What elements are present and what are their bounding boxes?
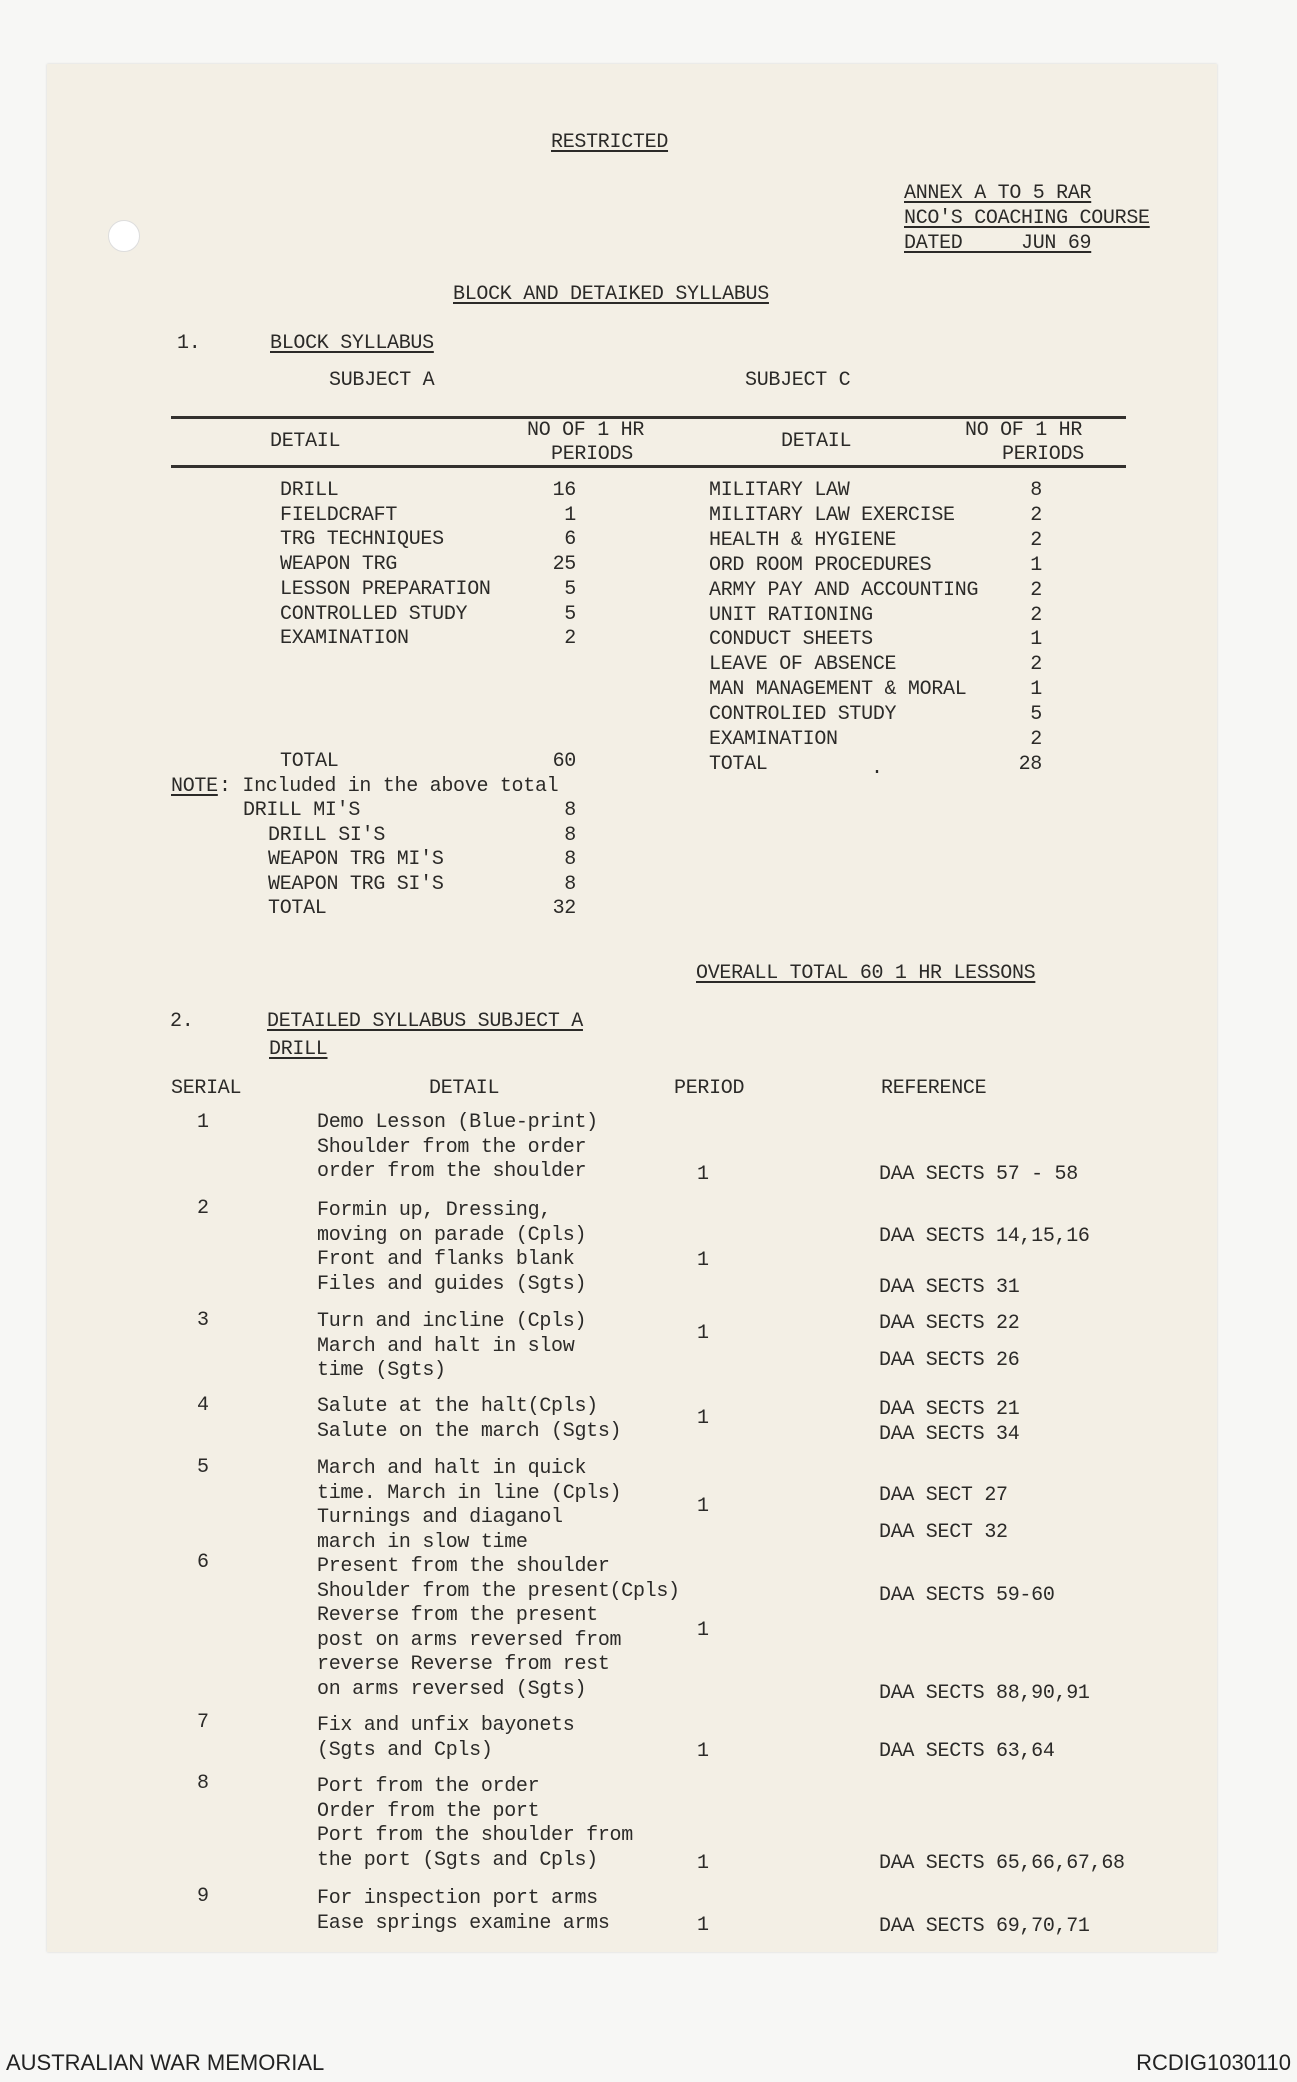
reference-value: DAA SECTS 57 - 58 xyxy=(879,1163,1078,1186)
detail-line: March and halt in slow xyxy=(317,1334,575,1358)
subject-c-detail: MILITARY LAW xyxy=(709,479,850,502)
section-number: 1. xyxy=(177,332,201,355)
detail-line: Ease springs examine arms xyxy=(317,1911,610,1935)
stray-mark: . xyxy=(871,757,883,780)
serial-number: 3 xyxy=(197,1309,209,1332)
annex-line: ANNEX A TO 5 RAR xyxy=(904,182,1092,205)
detail-line: Port from the order xyxy=(317,1775,540,1798)
col-header-reference: REFERENCE xyxy=(881,1077,987,1100)
reference-value: DAA SECTS 21 xyxy=(879,1398,1020,1421)
period-value: 1 xyxy=(697,1407,709,1430)
period-value: 1 xyxy=(697,1740,709,1763)
subject-c-periods: 5 xyxy=(1030,703,1042,727)
reference-value: DAA SECTS 88,90,91 xyxy=(879,1682,1090,1705)
subject-c-periods: 28 xyxy=(1018,752,1042,776)
period-value: 1 xyxy=(697,1163,709,1186)
detail-line: Files and guides (Sgts) xyxy=(317,1272,587,1296)
detail-line: For inspection port arms xyxy=(317,1887,598,1910)
note-periods: 8 xyxy=(564,799,576,822)
detail-line: Present from the shoulder xyxy=(317,1555,610,1578)
subject-a-periods: 5 xyxy=(564,577,576,601)
subject-a-detail: TRG TECHNIQUES xyxy=(280,528,444,552)
detail-line: Fix and unfix bayonets xyxy=(317,1714,575,1737)
subject-c-periods: 2 xyxy=(1030,503,1042,527)
col-header-periods: PERIODS xyxy=(551,443,633,466)
detail-line: Salute on the march (Sgts) xyxy=(317,1419,622,1443)
footer-id: RCDIG1030110 xyxy=(1136,2050,1291,2075)
reference-value: DAA SECT 32 xyxy=(879,1521,1008,1544)
note-detail: WEAPON TRG MI'S xyxy=(268,848,444,871)
note-label: NOTE xyxy=(171,775,218,798)
subject-c-detail: HEALTH & HYGIENE xyxy=(709,528,897,552)
subject-a-periods: 1 xyxy=(564,503,576,527)
reference-value: DAA SECTS 63,64 xyxy=(879,1740,1055,1763)
note-text: : Included in the above total xyxy=(219,775,559,798)
col-header-periods: NO OF 1 HR xyxy=(965,419,1083,442)
subject-c-periods: 2 xyxy=(1030,728,1042,751)
subject-a-detail: LESSON PREPARATION xyxy=(280,577,491,601)
table-rule-bottom xyxy=(171,465,1126,468)
serial-number: 5 xyxy=(197,1456,209,1479)
detail-line: Shoulder from the order xyxy=(317,1135,587,1159)
subject-a-periods: 2 xyxy=(564,627,576,651)
section-number: 2. xyxy=(170,1010,194,1033)
detail-line: post on arms reversed from xyxy=(317,1628,622,1652)
subject-c-periods: 1 xyxy=(1030,678,1042,702)
detail-line: Turnings and diaganol xyxy=(317,1506,563,1529)
period-value: 1 xyxy=(697,1852,709,1875)
col-header-detail: DETAIL xyxy=(270,430,341,453)
detail-line: order from the shoulder xyxy=(317,1160,587,1183)
subject-c-detail: EXAMINATION xyxy=(709,728,838,751)
serial-number: 9 xyxy=(197,1885,209,1908)
subject-c-detail: UNIT RATIONING xyxy=(709,603,873,627)
detail-line: Salute at the halt(Cpls) xyxy=(317,1395,598,1418)
subject-c-detail: ORD ROOM PROCEDURES xyxy=(709,553,932,577)
detail-line: time. March in line (Cpls) xyxy=(317,1481,622,1505)
detail-line: Reverse from the present xyxy=(317,1604,598,1627)
col-header-serial: SERIAL xyxy=(171,1077,242,1100)
note-periods: 8 xyxy=(564,848,576,871)
subject-a-detail: FIELDCRAFT xyxy=(280,503,398,527)
detail-line: Formin up, Dressing, xyxy=(317,1199,552,1222)
detail-line: Demo Lesson (Blue-print) xyxy=(317,1111,598,1134)
serial-number: 2 xyxy=(197,1197,209,1220)
subject-c-periods: 2 xyxy=(1030,603,1042,627)
subject-c-detail: ARMY PAY AND ACCOUNTING xyxy=(709,578,979,602)
detail-line: on arms reversed (Sgts) xyxy=(317,1677,587,1701)
overall-total: OVERALL TOTAL 60 1 HR LESSONS xyxy=(696,962,1036,985)
note-periods: 8 xyxy=(564,823,576,847)
serial-number: 6 xyxy=(197,1551,209,1574)
col-header-periods: NO OF 1 HR xyxy=(527,419,645,442)
annex-line: NCO'S COACHING COURSE xyxy=(904,207,1150,230)
subject-a-periods: 16 xyxy=(552,479,576,502)
classification-marking: RESTRICTED xyxy=(551,131,669,154)
col-header-period: PERIOD xyxy=(674,1077,745,1100)
reference-value: DAA SECTS 31 xyxy=(879,1276,1020,1299)
reference-value: DAA SECTS 34 xyxy=(879,1423,1020,1446)
detail-line: Shoulder from the present(Cpls) xyxy=(317,1579,680,1603)
subject-c-detail: MILITARY LAW EXERCISE xyxy=(709,503,955,527)
serial-number: 7 xyxy=(197,1711,209,1734)
subject-a-detail: DRILL xyxy=(280,479,339,502)
reference-value: DAA SECTS 65,66,67,68 xyxy=(879,1852,1125,1875)
subject-c-detail: CONDUCT SHEETS xyxy=(709,628,873,652)
document-title: BLOCK AND DETAIKED SYLLABUS xyxy=(453,283,769,306)
detail-line: time (Sgts) xyxy=(317,1359,446,1382)
reference-value: DAA SECTS 59-60 xyxy=(879,1584,1055,1607)
subject-c-periods: 2 xyxy=(1030,528,1042,552)
note-detail: DRILL SI'S xyxy=(268,823,386,847)
subject-c-periods: 2 xyxy=(1030,653,1042,677)
detail-line: moving on parade (Cpls) xyxy=(317,1223,587,1247)
section-heading: DETAILED SYLLABUS SUBJECT A xyxy=(267,1010,583,1033)
subject-a-total-label: TOTAL xyxy=(280,750,339,773)
serial-number: 1 xyxy=(197,1111,209,1134)
subject-a-detail: EXAMINATION xyxy=(280,627,409,651)
reference-value: DAA SECTS 14,15,16 xyxy=(879,1225,1090,1248)
detail-line: (Sgts and Cpls) xyxy=(317,1738,493,1762)
punch-hole xyxy=(108,220,140,252)
subject-c-periods: 1 xyxy=(1030,628,1042,652)
note-detail: DRILL MI'S xyxy=(243,799,361,822)
detail-line: March and halt in quick xyxy=(317,1457,587,1480)
period-value: 1 xyxy=(697,1619,709,1642)
note-detail: TOTAL xyxy=(268,897,327,920)
subject-a-total-value: 60 xyxy=(552,750,576,773)
section-subheading: DRILL xyxy=(269,1038,328,1061)
subject-c-periods: 1 xyxy=(1030,553,1042,577)
subject-c-label: SUBJECT C xyxy=(745,369,851,392)
subject-c-periods: 8 xyxy=(1030,479,1042,502)
subject-c-detail: LEAVE OF ABSENCE xyxy=(709,653,897,677)
col-header-detail: DETAIL xyxy=(429,1077,500,1100)
detail-line: Port from the shoulder from xyxy=(317,1824,633,1847)
note-periods: 32 xyxy=(552,897,576,920)
reference-value: DAA SECTS 22 xyxy=(879,1312,1020,1335)
period-value: 1 xyxy=(697,1495,709,1518)
note-periods: 8 xyxy=(564,872,576,896)
serial-number: 8 xyxy=(197,1772,209,1795)
subject-a-periods: 25 xyxy=(552,553,576,577)
serial-number: 4 xyxy=(197,1394,209,1417)
subject-a-periods: 5 xyxy=(564,602,576,626)
subject-c-detail: CONTROLIED STUDY xyxy=(709,703,897,727)
subject-c-detail: TOTAL xyxy=(709,752,768,776)
detail-line: march in slow time xyxy=(317,1530,528,1554)
detail-line: Front and flanks blank xyxy=(317,1248,575,1271)
detail-line: the port (Sgts and Cpls) xyxy=(317,1848,598,1872)
reference-value: DAA SECTS 26 xyxy=(879,1349,1020,1372)
col-header-detail: DETAIL xyxy=(781,430,852,453)
period-value: 1 xyxy=(697,1249,709,1272)
detail-line: Order from the port xyxy=(317,1799,540,1823)
document-page xyxy=(47,64,1217,1952)
subject-a-periods: 6 xyxy=(564,528,576,552)
section-heading: BLOCK SYLLABUS xyxy=(270,332,434,355)
subject-c-periods: 2 xyxy=(1030,578,1042,602)
subject-a-label: SUBJECT A xyxy=(329,369,435,392)
annex-line: DATED JUN 69 xyxy=(904,232,1092,255)
subject-a-detail: WEAPON TRG xyxy=(280,553,398,577)
col-header-periods: PERIODS xyxy=(1002,443,1084,466)
period-value: 1 xyxy=(697,1322,709,1345)
subject-c-detail: MAN MANAGEMENT & MORAL xyxy=(709,678,967,702)
detail-line: Turn and incline (Cpls) xyxy=(317,1310,587,1333)
note-detail: WEAPON TRG SI'S xyxy=(268,872,444,896)
subject-a-detail: CONTROLLED STUDY xyxy=(280,602,468,626)
reference-value: DAA SECT 27 xyxy=(879,1484,1008,1507)
period-value: 1 xyxy=(697,1914,709,1937)
detail-line: reverse Reverse from rest xyxy=(317,1653,610,1676)
reference-value: DAA SECTS 69,70,71 xyxy=(879,1915,1090,1938)
footer-source: AUSTRALIAN WAR MEMORIAL xyxy=(6,2050,325,2075)
